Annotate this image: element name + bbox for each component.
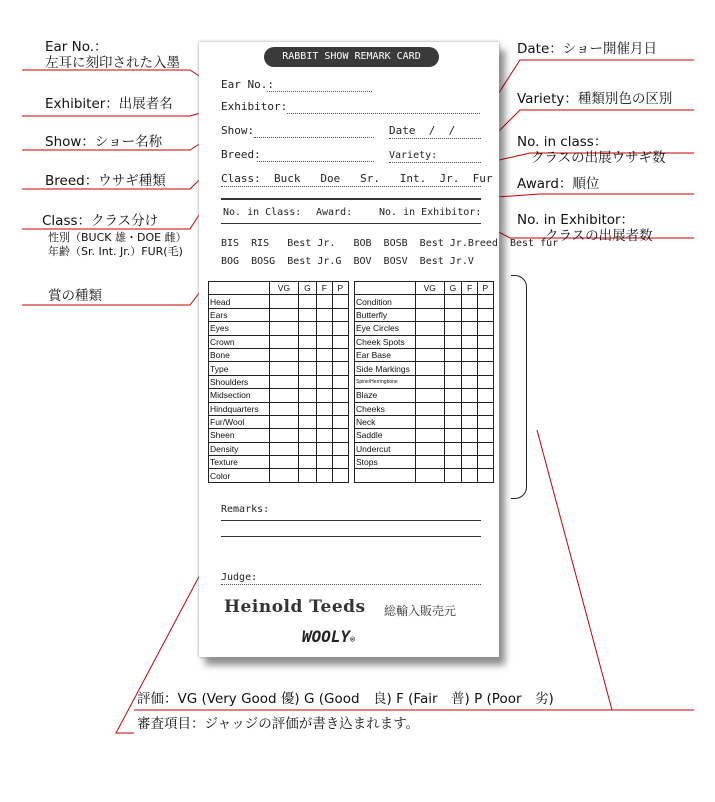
grade-cell[interactable] <box>298 335 316 348</box>
grade-cell[interactable] <box>298 402 316 415</box>
grade-cell[interactable] <box>477 415 493 428</box>
eval-item-label: Texture <box>209 456 270 469</box>
grade-cell[interactable] <box>416 442 445 455</box>
callout-judging-items: 審査項目：ジャッジの評価が書き込まれます。 <box>137 716 420 732</box>
eval-item-label: Condition <box>355 295 416 308</box>
eval-item-label: Side Markings <box>355 362 416 375</box>
grade-cell[interactable] <box>477 295 493 308</box>
grade-cell[interactable] <box>332 442 348 455</box>
grade-cell[interactable] <box>317 335 333 348</box>
grade-cell[interactable] <box>416 456 445 469</box>
grade-cell[interactable] <box>317 429 333 442</box>
grade-cell[interactable] <box>270 415 299 428</box>
callout-exhibiter: Exhibiter：出展者名 <box>45 96 173 112</box>
grade-cell[interactable] <box>416 335 445 348</box>
eval-row <box>355 442 494 455</box>
grade-cell[interactable] <box>444 402 462 415</box>
eval-row <box>355 362 494 375</box>
grade-cell[interactable] <box>462 469 477 482</box>
eval-item-label: Type <box>209 362 270 375</box>
callout-date: Date：ショー開催月日 <box>517 41 657 57</box>
judge-line <box>221 584 481 585</box>
eval-item-label: Saddle <box>355 429 416 442</box>
card-variety: Variety: <box>389 150 438 161</box>
card-remarks: Remarks: <box>221 504 270 515</box>
card-judge: Judge: <box>221 572 258 583</box>
grade-cell[interactable] <box>462 362 477 375</box>
eval-row <box>209 335 349 348</box>
grade-cell[interactable] <box>270 348 299 361</box>
callout-no-in-class <box>517 134 666 166</box>
grade-cell[interactable] <box>416 429 445 442</box>
eval-row <box>209 429 349 442</box>
callout-no-in-exhibitor-desc: クラスの出展者数 <box>545 228 653 244</box>
grade-header: F <box>462 282 477 295</box>
grade-cell[interactable] <box>444 322 462 335</box>
eval-item-label: Ears <box>209 308 270 321</box>
grade-cell[interactable] <box>416 469 445 482</box>
eval-item-label: Neck <box>355 415 416 428</box>
eval-row <box>355 456 494 469</box>
grade-cell[interactable] <box>332 348 348 361</box>
eval-item-label: Sheen <box>209 429 270 442</box>
eval-item-label: Cheeks <box>355 402 416 415</box>
eval-row <box>355 322 494 335</box>
eval-item-label <box>355 469 416 482</box>
grade-cell[interactable] <box>270 456 299 469</box>
eval-item-label: Spine/Herringbone <box>355 375 416 388</box>
eval-item-label: Stops <box>355 456 416 469</box>
wooly-logo-text: WOOLY <box>302 627 351 646</box>
grade-cell[interactable] <box>444 348 462 361</box>
grade-cell[interactable] <box>416 362 445 375</box>
callout-show: Show：ショー名称 <box>45 134 163 150</box>
eval-item-label: Bone <box>209 348 270 361</box>
callout-ear-no-desc: 左耳に刻印された入墨 <box>45 55 180 71</box>
registered-icon: ® <box>350 635 355 644</box>
breed-line <box>257 161 374 162</box>
eval-row <box>355 402 494 415</box>
grade-cell[interactable] <box>298 295 316 308</box>
grade-cell[interactable] <box>477 362 493 375</box>
grade-cell[interactable] <box>332 362 348 375</box>
table-bracket <box>511 275 527 499</box>
eval-row <box>209 469 349 482</box>
eval-row <box>209 308 349 321</box>
grade-cell[interactable] <box>298 389 316 402</box>
grade-cell[interactable] <box>477 335 493 348</box>
grade-cell[interactable] <box>477 375 493 388</box>
award-row-2: BOG BOSG Best Jr.G BOV BOSV Best Jr.V <box>221 256 474 267</box>
grade-cell[interactable] <box>462 348 477 361</box>
eval-row <box>355 375 494 388</box>
grade-cell[interactable] <box>477 442 493 455</box>
grade-cell[interactable] <box>298 415 316 428</box>
callout-no-in-exhibitor-title: No. in Exhibitor： <box>517 212 635 228</box>
grade-cell[interactable] <box>477 402 493 415</box>
grade-cell[interactable] <box>317 295 333 308</box>
grade-cell[interactable] <box>444 335 462 348</box>
grade-cell[interactable] <box>317 322 333 335</box>
eval-item-label: Blaze <box>355 389 416 402</box>
rule-top <box>221 198 481 200</box>
grade-cell[interactable] <box>317 415 333 428</box>
card-show: Show: <box>221 124 255 137</box>
grade-cell[interactable] <box>298 429 316 442</box>
eval-item-label: Butterfly <box>355 308 416 321</box>
grade-cell[interactable] <box>270 375 299 388</box>
variety-line <box>389 162 481 163</box>
grade-cell[interactable] <box>332 429 348 442</box>
grade-cell[interactable] <box>416 375 445 388</box>
grade-cell[interactable] <box>317 389 333 402</box>
eval-table-right <box>354 281 494 483</box>
grade-cell[interactable] <box>462 322 477 335</box>
grade-cell[interactable] <box>317 456 333 469</box>
grade-cell[interactable] <box>298 442 316 455</box>
grade-header: VG <box>416 282 445 295</box>
award-row-1: BIS RIS Best Jr. BOB BOSB Best Jr.Breed Best fur <box>221 238 559 249</box>
eval-item-label: Eyes <box>209 322 270 335</box>
callout-ratings: 評価：VG (Very Good 優) G (Good 良) F (Fair 普) P (Poor 劣) <box>137 691 554 707</box>
grade-cell[interactable] <box>298 375 316 388</box>
grade-cell[interactable] <box>332 456 348 469</box>
grade-cell[interactable] <box>477 429 493 442</box>
card-title: RABBIT SHOW REMARK CARD <box>264 47 439 67</box>
eval-header-row <box>355 282 494 295</box>
eval-item-label: Crown <box>209 335 270 348</box>
eval-item-label: Hindquarters <box>209 402 270 415</box>
grade-cell[interactable] <box>298 362 316 375</box>
grade-cell[interactable] <box>270 322 299 335</box>
grade-cell[interactable] <box>332 335 348 348</box>
grade-cell[interactable] <box>317 308 333 321</box>
eval-header-blank <box>355 282 416 295</box>
grade-cell[interactable] <box>332 402 348 415</box>
grade-cell[interactable] <box>270 295 299 308</box>
callout-class-sex: 性別（BUCK 雄・DOE 雌） <box>48 231 187 244</box>
grade-cell[interactable] <box>477 389 493 402</box>
grade-cell[interactable] <box>444 295 462 308</box>
callout-award-kinds: 賞の種類 <box>48 288 102 304</box>
grade-cell[interactable] <box>444 362 462 375</box>
grade-cell[interactable] <box>416 348 445 361</box>
card-exhibitor: Exhibitor: <box>221 100 288 113</box>
grade-cell[interactable] <box>444 469 462 482</box>
grade-cell[interactable] <box>477 348 493 361</box>
grade-cell[interactable] <box>332 375 348 388</box>
callout-class-age: 年齢（Sr. Int. Jr.）FUR(毛) <box>48 245 183 258</box>
callout-award: Award：順位 <box>517 176 600 192</box>
grade-cell[interactable] <box>332 389 348 402</box>
grade-cell[interactable] <box>462 415 477 428</box>
grade-cell[interactable] <box>444 308 462 321</box>
eval-row <box>209 442 349 455</box>
ear-no-line <box>267 91 372 92</box>
eval-item-label: Color <box>209 469 270 482</box>
grade-cell[interactable] <box>462 429 477 442</box>
eval-header-blank <box>209 282 270 295</box>
grade-cell[interactable] <box>332 469 348 482</box>
callout-ear-no <box>45 39 180 71</box>
card-ear-no: Ear No.: <box>221 78 274 91</box>
eval-row <box>355 429 494 442</box>
eval-row <box>355 308 494 321</box>
grade-cell[interactable] <box>332 415 348 428</box>
eval-row <box>355 415 494 428</box>
grade-header: G <box>444 282 462 295</box>
grade-cell[interactable] <box>298 348 316 361</box>
grade-cell[interactable] <box>462 308 477 321</box>
grade-cell[interactable] <box>444 389 462 402</box>
card-no-in-class: No. in Class: <box>223 207 302 218</box>
grade-cell[interactable] <box>444 415 462 428</box>
callout-class: Class：クラス分け <box>42 213 159 229</box>
grade-cell[interactable] <box>270 389 299 402</box>
eval-item-label: Ear Base <box>355 348 416 361</box>
eval-row <box>209 348 349 361</box>
eval-row <box>355 335 494 348</box>
eval-table-left <box>208 281 349 483</box>
grade-cell[interactable] <box>317 442 333 455</box>
grade-cell[interactable] <box>317 469 333 482</box>
eval-row <box>209 389 349 402</box>
grade-cell[interactable] <box>462 375 477 388</box>
grade-cell[interactable] <box>317 402 333 415</box>
card-class: Class: Buck Doe Sr. Int. Jr. Fur <box>221 172 493 185</box>
eval-row <box>209 415 349 428</box>
grade-cell[interactable] <box>462 456 477 469</box>
eval-item-label: Head <box>209 295 270 308</box>
remarks-line-2 <box>221 536 481 537</box>
grade-cell[interactable] <box>416 415 445 428</box>
grade-cell[interactable] <box>444 375 462 388</box>
grade-cell[interactable] <box>416 389 445 402</box>
grade-cell[interactable] <box>298 322 316 335</box>
eval-row <box>355 348 494 361</box>
grade-cell[interactable] <box>270 469 299 482</box>
eval-row <box>355 389 494 402</box>
eval-item-label: Eye Circles <box>355 322 416 335</box>
eval-row <box>209 402 349 415</box>
card-date: Date / / <box>389 124 456 137</box>
grade-cell[interactable] <box>298 308 316 321</box>
eval-item-label: Fur/Wool <box>209 415 270 428</box>
grade-cell[interactable] <box>298 456 316 469</box>
callout-class-sub <box>48 231 187 259</box>
grade-cell[interactable] <box>298 469 316 482</box>
grade-cell[interactable] <box>416 308 445 321</box>
grade-header: VG <box>270 282 299 295</box>
grade-cell[interactable] <box>317 362 333 375</box>
eval-row <box>209 322 349 335</box>
grade-cell[interactable] <box>317 375 333 388</box>
grade-cell[interactable] <box>462 335 477 348</box>
grade-cell[interactable] <box>270 429 299 442</box>
grade-header: F <box>317 282 333 295</box>
grade-cell[interactable] <box>332 295 348 308</box>
grade-cell[interactable] <box>270 362 299 375</box>
grade-cell[interactable] <box>477 308 493 321</box>
grade-cell[interactable] <box>416 322 445 335</box>
eval-row <box>209 295 349 308</box>
wooly-logo <box>302 627 355 646</box>
grade-cell[interactable] <box>317 348 333 361</box>
callout-ear-no-title: Ear No.： <box>45 39 108 55</box>
grade-cell[interactable] <box>270 308 299 321</box>
grade-cell[interactable] <box>462 295 477 308</box>
card-breed: Breed: <box>221 148 261 161</box>
brand-sub: 総輸入販売元 <box>384 604 457 618</box>
callout-breed: Breed：ウサギ種類 <box>45 173 166 189</box>
grade-cell[interactable] <box>477 456 493 469</box>
grade-cell[interactable] <box>462 442 477 455</box>
class-line <box>221 186 481 187</box>
eval-row <box>209 456 349 469</box>
brand-logo: Heinold Teeds <box>224 597 366 617</box>
grade-cell[interactable] <box>477 469 493 482</box>
grade-cell[interactable] <box>444 442 462 455</box>
grade-cell[interactable] <box>462 402 477 415</box>
grade-header: P <box>332 282 348 295</box>
grade-cell[interactable] <box>444 429 462 442</box>
eval-item-label: Density <box>209 442 270 455</box>
eval-item-label: Midsection <box>209 389 270 402</box>
callout-no-in-class-title: No. in class： <box>517 134 608 150</box>
grade-header: P <box>477 282 493 295</box>
eval-item-label: Shoulders <box>209 375 270 388</box>
callout-variety: Variety：種類別色の区別 <box>517 91 673 107</box>
grade-cell[interactable] <box>270 402 299 415</box>
grade-cell[interactable] <box>332 322 348 335</box>
grade-cell[interactable] <box>270 335 299 348</box>
grade-cell[interactable] <box>332 308 348 321</box>
date-line <box>389 138 481 139</box>
card-award: Award: <box>316 207 353 218</box>
eval-item-label: Undercut <box>355 442 416 455</box>
grade-header: G <box>298 282 316 295</box>
grade-cell[interactable] <box>416 295 445 308</box>
callout-no-in-class-desc: クラスの出展ウサギ数 <box>531 150 666 166</box>
grade-cell[interactable] <box>444 456 462 469</box>
eval-header-row <box>209 282 349 295</box>
eval-item-label: Cheek Spots <box>355 335 416 348</box>
rule-bottom <box>221 223 481 224</box>
eval-row <box>209 375 349 388</box>
eval-row <box>355 469 494 482</box>
grade-cell[interactable] <box>270 442 299 455</box>
remarks-line-1 <box>221 520 481 521</box>
eval-row <box>209 362 349 375</box>
card-no-in-exhibitor: No. in Exhibitor: <box>379 207 482 218</box>
eval-row <box>355 295 494 308</box>
show-line <box>254 137 374 138</box>
grade-cell[interactable] <box>416 402 445 415</box>
grade-cell[interactable] <box>462 389 477 402</box>
grade-cell[interactable] <box>477 322 493 335</box>
exhibitor-line <box>287 113 480 114</box>
